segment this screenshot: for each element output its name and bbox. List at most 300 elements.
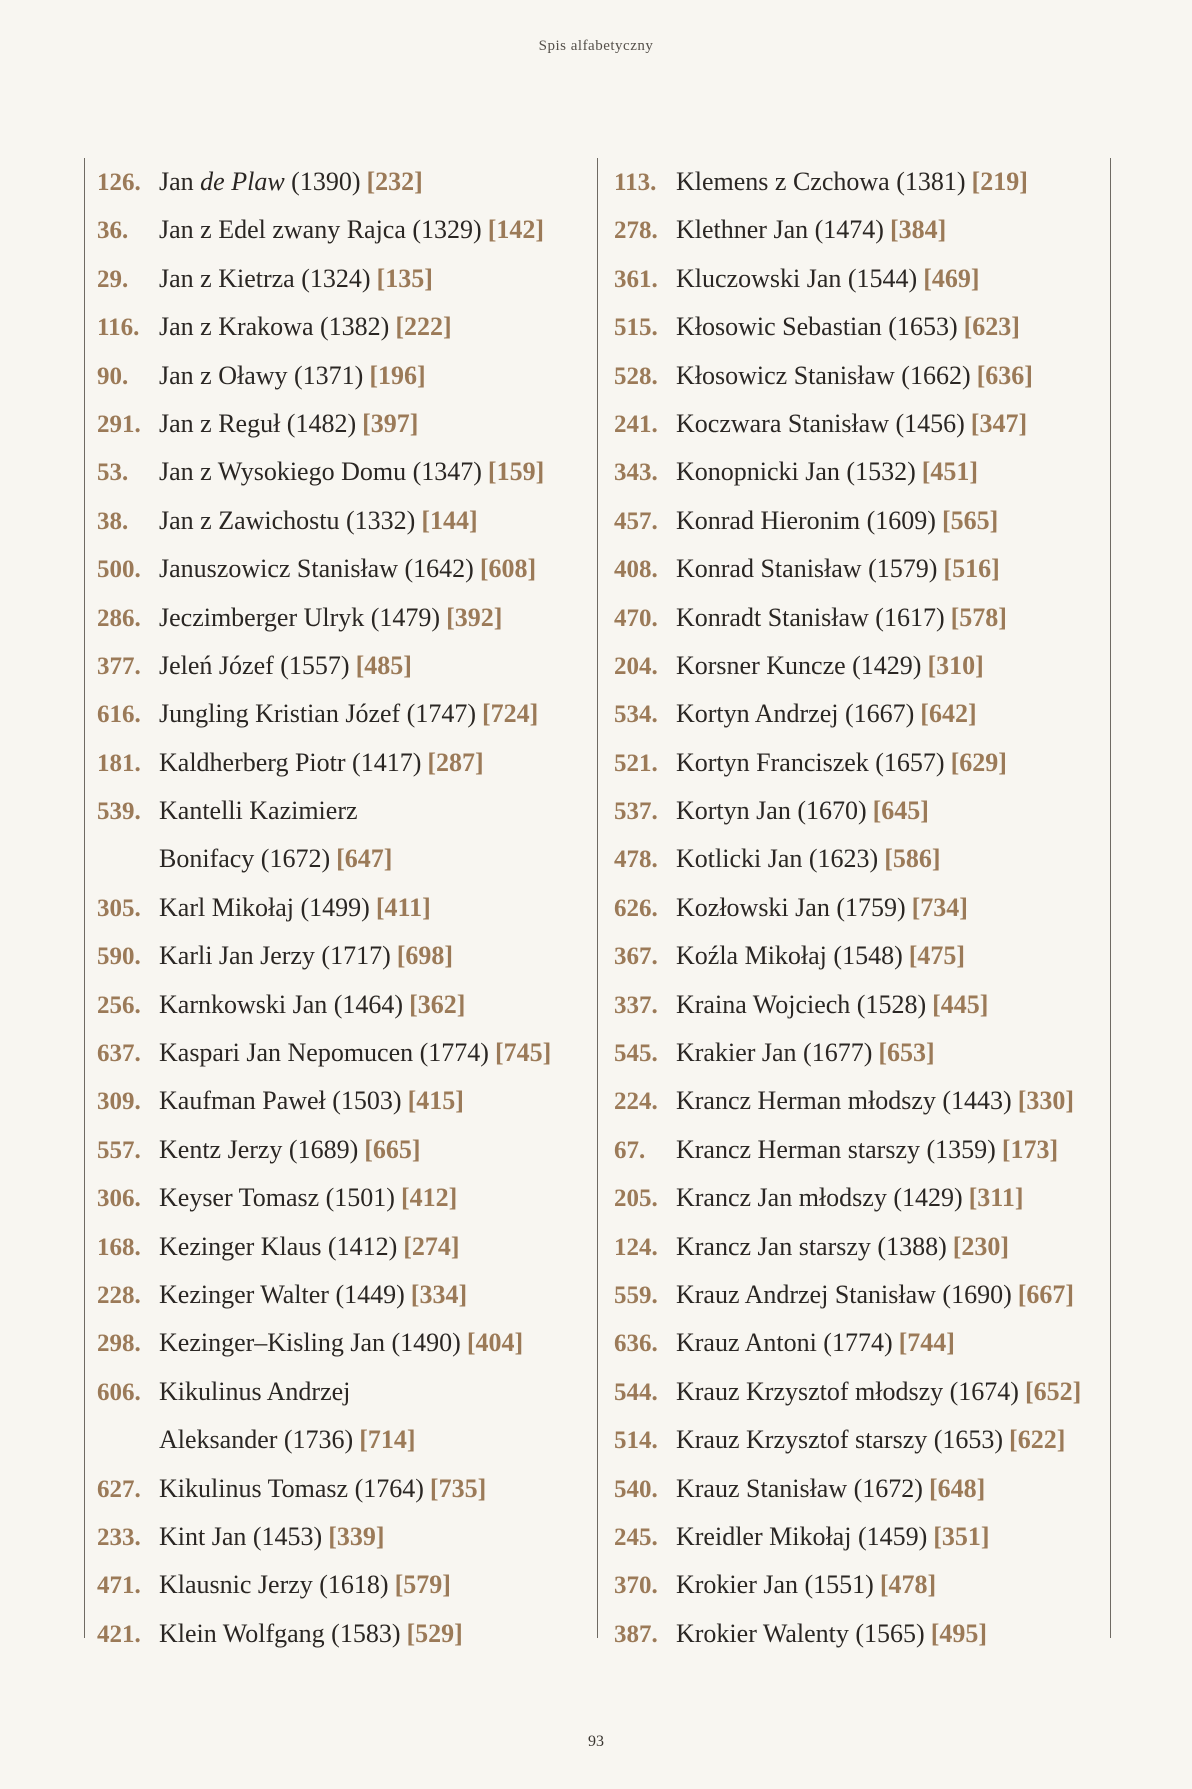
entry-name-text: Krancz Herman młodszy (1443) <box>676 1086 1012 1116</box>
index-entry <box>85 303 597 351</box>
index-entry <box>598 545 1110 593</box>
entry-name <box>159 651 350 680</box>
entry-number: 636. <box>614 1330 658 1358</box>
index-entry <box>85 400 597 448</box>
entry-name-text: Kluczowski Jan (1544) <box>676 263 918 293</box>
index-entry-continuation <box>85 1416 597 1464</box>
entry-name <box>676 264 917 293</box>
entry-number: 205. <box>614 1185 658 1213</box>
entry-name-text: Kaspari Jan Nepomucen (1774) <box>159 1038 489 1068</box>
entry-number: 606. <box>97 1378 141 1406</box>
entry-page-ref: [415] <box>407 1086 464 1116</box>
entry-page-ref: [142] <box>487 215 545 245</box>
entry-name <box>159 167 361 196</box>
entry-page-ref: [469] <box>923 263 980 293</box>
entry-number: 559. <box>614 1281 658 1309</box>
entry-name <box>676 1086 1012 1115</box>
entry-name <box>159 1232 397 1261</box>
index-entry <box>85 787 597 835</box>
index-entry <box>598 932 1110 980</box>
entry-name <box>676 1474 923 1503</box>
entry-name-text: Bonifacy (1672) <box>159 844 331 874</box>
entry-name-text: Keyser Tomasz (1501) <box>159 1183 395 1213</box>
entry-number: 408. <box>614 556 658 584</box>
index-entry-continuation <box>85 835 597 883</box>
entry-name <box>159 215 482 244</box>
index-entry <box>598 642 1110 690</box>
entry-page-ref: [652] <box>1024 1376 1082 1406</box>
entry-name <box>676 844 878 873</box>
entry-number: 421. <box>97 1620 141 1648</box>
entry-number: 590. <box>97 943 141 971</box>
index-entry <box>598 1077 1110 1125</box>
index-entry <box>598 787 1110 835</box>
entry-page-ref: [623] <box>963 312 1020 342</box>
entry-number: 67. <box>614 1136 646 1164</box>
entry-number: 514. <box>614 1427 658 1455</box>
entry-name-text: Konradt Stanisław (1617) <box>676 602 945 632</box>
entry-number: 637. <box>97 1040 141 1068</box>
entry-number: 500. <box>97 556 141 584</box>
entry-name-text: Krauz Stanisław (1672) <box>676 1473 923 1503</box>
entry-name-text: Kozłowski Jan (1759) <box>676 892 906 922</box>
entry-name <box>676 748 945 777</box>
index-entry <box>85 1465 597 1513</box>
entry-number: 337. <box>614 991 658 1019</box>
entry-name-italic: de Plaw <box>200 167 285 196</box>
entry-name-text: Jungling Kristian Józef (1747) <box>159 699 477 729</box>
entry-page-ref: [578] <box>950 602 1007 632</box>
entry-name <box>159 1474 424 1503</box>
entry-name <box>676 1425 1003 1454</box>
index-entry <box>598 1271 1110 1319</box>
index-entry <box>85 1513 597 1561</box>
entry-page-ref: [608] <box>479 554 537 584</box>
entry-name <box>676 1135 996 1164</box>
entry-number: 278. <box>614 217 658 245</box>
index-entry <box>85 448 597 496</box>
entry-number: 306. <box>97 1185 141 1213</box>
entry-name-text: Karl Mikołaj (1499) <box>159 892 370 922</box>
entry-name <box>159 312 389 341</box>
index-entry <box>598 1610 1110 1658</box>
entry-page-ref: [222] <box>395 312 452 342</box>
entry-name <box>676 1038 872 1067</box>
entry-name-text: Kotlicki Jan (1623) <box>676 844 879 874</box>
entry-name <box>159 361 363 390</box>
index-entry <box>598 352 1110 400</box>
entry-number: 241. <box>614 410 658 438</box>
entry-page-ref: [310] <box>927 650 984 680</box>
entry-page-ref: [629] <box>950 747 1007 777</box>
entry-page-ref: [362] <box>409 989 466 1019</box>
entry-page-ref: [397] <box>362 408 419 438</box>
entry-number: 478. <box>614 846 658 874</box>
entry-number: 116. <box>97 314 140 342</box>
index-entry <box>598 1513 1110 1561</box>
entry-name <box>159 748 421 777</box>
entry-name <box>159 554 474 583</box>
entry-name-text: Jeczimberger Ulryk (1479) <box>159 602 441 632</box>
entry-name-text: Kraina Wojciech (1528) <box>676 989 927 1019</box>
entry-name-text: Koczwara Stanisław (1456) <box>676 408 965 438</box>
entry-name-text: Konrad Stanisław (1579) <box>676 554 938 584</box>
entry-name-text: Korsner Kuncze (1429) <box>676 650 922 680</box>
index-entry <box>598 1416 1110 1464</box>
entry-page-ref: [451] <box>921 457 979 487</box>
entry-number: 627. <box>97 1475 141 1503</box>
entry-name-text: Kortyn Jan (1670) <box>676 796 867 826</box>
entry-name <box>159 990 403 1019</box>
running-header: Spis alfabetyczny <box>538 38 654 54</box>
index-entry <box>85 1319 597 1367</box>
index-entry <box>85 981 597 1029</box>
index-entry <box>598 594 1110 642</box>
entry-name <box>676 506 936 535</box>
index-entry <box>85 884 597 932</box>
index-entry <box>85 642 597 690</box>
entry-name <box>676 215 884 244</box>
entry-page-ref: [392] <box>446 602 503 632</box>
entry-name <box>159 1280 405 1309</box>
index-entry <box>598 448 1110 496</box>
entry-number: 113. <box>614 169 657 196</box>
entry-number: 457. <box>614 507 658 535</box>
entry-name-text: Jan <box>159 167 201 196</box>
index-entry <box>85 1077 597 1125</box>
index-entry <box>85 594 597 642</box>
entry-name <box>676 457 916 486</box>
entry-number: 545. <box>614 1040 658 1068</box>
entry-number: 38. <box>97 507 129 535</box>
entry-number: 616. <box>97 701 141 729</box>
entry-page-ref: [411] <box>375 892 431 922</box>
entry-name-text: Kaufman Paweł (1503) <box>159 1086 402 1116</box>
entry-number: 377. <box>97 652 141 680</box>
index-entry <box>598 1029 1110 1077</box>
index-entry <box>85 255 597 303</box>
entry-name-text: Konrad Hieronim (1609) <box>676 505 936 535</box>
entry-name <box>676 1619 925 1648</box>
entry-name-text: Kezinger–Kisling Jan (1490) <box>159 1328 461 1358</box>
index-entry <box>85 932 597 980</box>
entry-name <box>159 1619 401 1648</box>
entry-number: 544. <box>614 1378 658 1406</box>
page-number: 93 <box>588 1733 604 1750</box>
entry-number: 29. <box>97 265 129 293</box>
entry-name-text: Krauz Andrzej Stanisław (1690) <box>676 1279 1012 1309</box>
index-entry <box>598 739 1110 787</box>
entry-name-text: Kłosowic Sebastian (1653) <box>676 312 958 342</box>
entry-number: 521. <box>614 749 658 777</box>
entry-name-text: Kint Jan (1453) <box>159 1521 323 1551</box>
entry-page-ref: [622] <box>1009 1425 1066 1455</box>
entry-name-text: Kortyn Andrzej (1667) <box>676 699 915 729</box>
entry-number: 537. <box>614 798 658 826</box>
entry-number: 370. <box>614 1572 658 1600</box>
entry-page-ref: [648] <box>928 1473 986 1503</box>
entry-page-ref: [636] <box>976 360 1033 390</box>
entry-number: 557. <box>97 1136 141 1164</box>
index-entry <box>85 1368 597 1416</box>
entry-name <box>159 506 415 535</box>
index-entry <box>85 1561 597 1609</box>
entry-page-ref: [330] <box>1017 1086 1075 1116</box>
entry-name <box>676 1232 947 1261</box>
entry-number: 256. <box>97 991 141 1019</box>
entry-number: 367. <box>614 943 658 971</box>
entry-name-text: Konopnicki Jan (1532) <box>676 457 916 487</box>
entry-name <box>159 1570 389 1599</box>
entry-number: 387. <box>614 1620 658 1648</box>
entry-name <box>159 1522 322 1551</box>
entry-name-text: Jan z Edel zwany Rajca (1329) <box>159 215 482 245</box>
index-entry <box>598 690 1110 738</box>
entry-name-text: Klein Wolfgang (1583) <box>159 1618 401 1648</box>
entry-name-text: Jan z Oławy (1371) <box>159 360 364 390</box>
entry-name <box>676 1570 874 1599</box>
entry-number: 305. <box>97 894 141 922</box>
entry-name <box>159 1135 358 1164</box>
entry-name <box>159 457 482 486</box>
entry-number: 245. <box>614 1523 658 1551</box>
index-entry <box>85 1126 597 1174</box>
index-entry <box>598 835 1110 883</box>
entry-number: 471. <box>97 1572 141 1600</box>
index-entry <box>598 1319 1110 1367</box>
entry-name <box>159 941 391 970</box>
entry-number: 343. <box>614 459 658 487</box>
entry-name-text: Kantelli Kazimierz <box>159 796 358 826</box>
index-entry <box>85 352 597 400</box>
entry-page-ref: [565] <box>941 505 999 535</box>
entry-number: 204. <box>614 652 658 680</box>
entry-number: 126. <box>97 169 141 196</box>
entry-name-text: Krokier Walenty (1565) <box>676 1618 925 1648</box>
entry-name <box>676 1183 963 1212</box>
entry-name <box>676 312 958 341</box>
entry-name <box>159 1086 402 1115</box>
entry-number: 124. <box>614 1233 658 1261</box>
entry-number: 168. <box>97 1233 141 1261</box>
entry-name <box>676 651 921 680</box>
entry-name-text: Krakier Jan (1677) <box>676 1038 873 1068</box>
entry-page-ref: [642] <box>920 699 977 729</box>
index-entry <box>598 497 1110 545</box>
entry-name <box>159 1328 461 1357</box>
entry-name-text: (1390) <box>284 167 361 196</box>
index-entry <box>598 1561 1110 1609</box>
index-entry <box>598 1223 1110 1271</box>
entry-page-ref: [714] <box>359 1425 416 1455</box>
index-entry <box>85 497 597 545</box>
entry-page-ref: [230] <box>952 1231 1010 1261</box>
entry-number: 361. <box>614 265 658 293</box>
entry-page-ref: [384] <box>889 215 947 245</box>
entry-page-ref: [173] <box>1001 1134 1059 1164</box>
entry-name-text: Krancz Jan młodszy (1429) <box>676 1183 963 1213</box>
index-entry <box>85 545 597 593</box>
entry-page-ref: [232] <box>366 167 423 196</box>
entry-name <box>676 796 867 825</box>
entry-number: 36. <box>97 217 129 245</box>
index-entry <box>85 206 597 254</box>
entry-page-ref: [579] <box>394 1570 451 1600</box>
entry-name <box>159 1183 395 1212</box>
entry-number: 534. <box>614 701 658 729</box>
entry-name <box>676 990 926 1019</box>
entry-name-text: Kikulinus Tomasz (1764) <box>159 1473 424 1503</box>
index-entry <box>598 1465 1110 1513</box>
index-entry <box>85 1271 597 1319</box>
entry-page-ref: [445] <box>932 989 989 1019</box>
entry-number: 309. <box>97 1088 141 1116</box>
entry-page-ref: [144] <box>421 505 478 535</box>
index-entry <box>598 981 1110 1029</box>
entry-page-ref: [698] <box>396 941 454 971</box>
entry-name-text: Klausnic Jerzy (1618) <box>159 1570 389 1600</box>
entry-page-ref: [274] <box>403 1231 460 1261</box>
entry-page-ref: [135] <box>376 263 433 293</box>
entry-page-ref: [745] <box>494 1038 552 1068</box>
entry-name-text: Jan z Kietrza (1324) <box>159 263 371 293</box>
entry-name-text: Jeleń Józef (1557) <box>159 650 350 680</box>
entry-page-ref: [653] <box>878 1038 935 1068</box>
entry-page-ref: [516] <box>943 554 1000 584</box>
entry-name-text: Krauz Krzysztof młodszy (1674) <box>676 1376 1019 1406</box>
entry-name <box>676 1522 927 1551</box>
entry-name-text: Kortyn Franciszek (1657) <box>676 747 945 777</box>
index-column-left <box>84 158 597 1648</box>
entry-page-ref: [219] <box>971 167 1028 196</box>
entry-name <box>676 699 914 728</box>
entry-name <box>676 361 971 390</box>
entry-number: 90. <box>97 362 129 390</box>
entry-number: 298. <box>97 1330 141 1358</box>
entry-name-text: Kłosowicz Stanisław (1662) <box>676 360 971 390</box>
entry-name-text: Jan z Krakowa (1382) <box>159 312 390 342</box>
index-entry <box>85 739 597 787</box>
entry-name <box>159 1038 489 1067</box>
index-entry <box>85 158 597 206</box>
entry-page-ref: [478] <box>879 1570 937 1600</box>
entry-number: 515. <box>614 314 658 342</box>
entry-name-text: Kentz Jerzy (1689) <box>159 1134 359 1164</box>
entry-name <box>676 167 966 196</box>
entry-number: 53. <box>97 459 129 487</box>
entry-name <box>159 699 476 728</box>
entry-number: 291. <box>97 410 141 438</box>
entry-page-ref: [744] <box>898 1328 955 1358</box>
entry-page-ref: [287] <box>427 747 484 777</box>
entry-page-ref: [734] <box>911 892 968 922</box>
entry-name <box>159 893 370 922</box>
entry-name-text: Jan z Reguł (1482) <box>159 408 357 438</box>
entry-page-ref: [475] <box>908 941 966 971</box>
entry-page-ref: [586] <box>884 844 941 874</box>
index-entry <box>85 1029 597 1077</box>
entry-name-text: Jan z Wysokiego Domu (1347) <box>159 457 482 487</box>
index-entry <box>598 1174 1110 1222</box>
entry-name <box>159 796 358 825</box>
entry-number: 539. <box>97 798 141 826</box>
entry-name-text: Jan z Zawichostu (1332) <box>159 505 416 535</box>
entry-name <box>676 1377 1019 1406</box>
entry-name-text: Karnkowski Jan (1464) <box>159 989 404 1019</box>
entry-name-text: Krauz Antoni (1774) <box>676 1328 893 1358</box>
entry-number: 181. <box>97 749 141 777</box>
entry-page-ref: [311] <box>968 1183 1024 1213</box>
entry-name-text: Januszowicz Stanisław (1642) <box>159 554 474 584</box>
index-entry <box>598 1368 1110 1416</box>
entry-number: 470. <box>614 604 658 632</box>
entry-name <box>159 603 440 632</box>
index-entry <box>85 1223 597 1271</box>
entry-name <box>159 409 356 438</box>
entry-name-text: Kezinger Klaus (1412) <box>159 1231 398 1261</box>
index-entry <box>598 884 1110 932</box>
entry-number: 228. <box>97 1281 141 1309</box>
entry-name <box>676 603 945 632</box>
entry-page-ref: [196] <box>369 360 426 390</box>
entry-page-ref: [412] <box>400 1183 458 1213</box>
entry-page-ref: [351] <box>933 1521 990 1551</box>
entry-page-ref: [339] <box>328 1521 385 1551</box>
index-entry <box>598 255 1110 303</box>
entry-number: 286. <box>97 604 141 632</box>
entry-page-ref: [667] <box>1017 1279 1075 1309</box>
entry-number: 224. <box>614 1088 658 1116</box>
entry-name-text: Kikulinus Andrzej <box>159 1376 351 1406</box>
entry-name <box>159 264 371 293</box>
entry-name-text: Krancz Jan starszy (1388) <box>676 1231 947 1261</box>
entry-number: 528. <box>614 362 658 390</box>
entry-page-ref: [485] <box>355 650 412 680</box>
entry-name-text: Klethner Jan (1474) <box>676 215 884 245</box>
entry-name-text: Kaldherberg Piotr (1417) <box>159 747 422 777</box>
index-entry <box>598 1126 1110 1174</box>
entry-page-ref: [665] <box>364 1134 421 1164</box>
entry-name <box>159 1377 350 1406</box>
entry-number: 540. <box>614 1475 658 1503</box>
entry-page-ref: [529] <box>406 1618 463 1648</box>
index-entry <box>598 303 1110 351</box>
entry-name-text: Krokier Jan (1551) <box>676 1570 874 1600</box>
index-entry <box>598 158 1110 206</box>
entry-name <box>676 1280 1012 1309</box>
entry-page-ref: [724] <box>482 699 539 729</box>
entry-page-ref: [334] <box>410 1279 468 1309</box>
index-entry <box>85 1174 597 1222</box>
entry-name-text: Kreidler Mikołaj (1459) <box>676 1521 928 1551</box>
entry-name-text: Kezinger Walter (1449) <box>159 1279 405 1309</box>
entry-name <box>676 941 903 970</box>
entry-page-ref: [645] <box>872 796 929 826</box>
entry-name-text: Koźla Mikołaj (1548) <box>676 941 903 971</box>
index-entry <box>85 1610 597 1658</box>
entry-page-ref: [735] <box>429 1473 487 1503</box>
entry-name-text: Krancz Herman starszy (1359) <box>676 1134 996 1164</box>
index-entry <box>85 690 597 738</box>
entry-name <box>676 554 937 583</box>
entry-number: 233. <box>97 1523 141 1551</box>
entry-page-ref: [347] <box>970 408 1028 438</box>
entry-page-ref: [159] <box>487 457 545 487</box>
entry-name-text: Karli Jan Jerzy (1717) <box>159 941 391 971</box>
entry-page-ref: [404] <box>466 1328 524 1358</box>
index-entry <box>598 206 1110 254</box>
entry-name <box>676 409 965 438</box>
